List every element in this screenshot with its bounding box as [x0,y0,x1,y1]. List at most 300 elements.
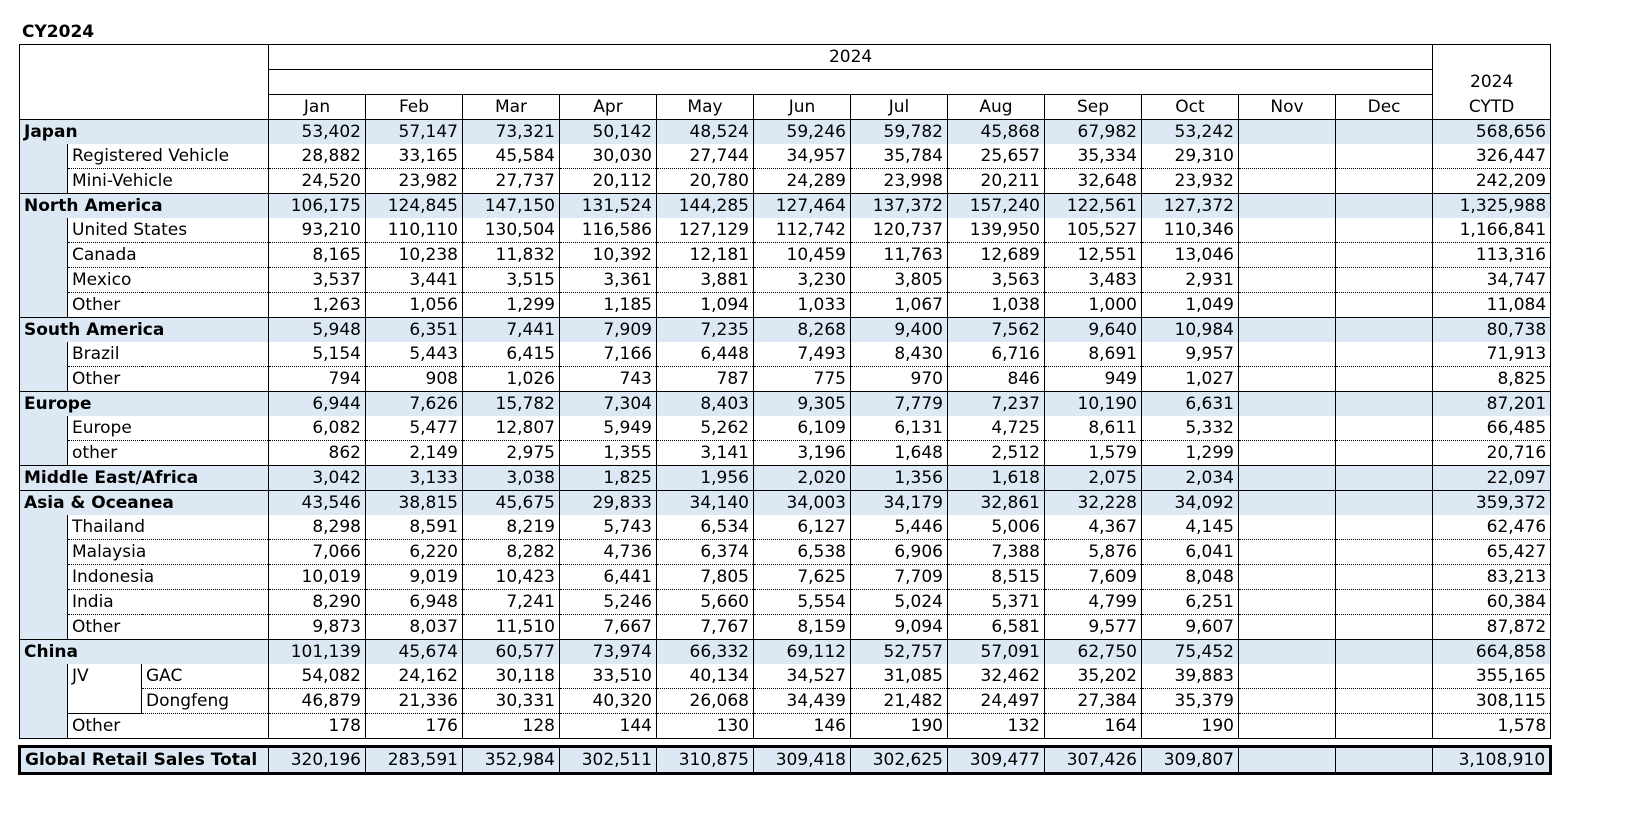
cell-may: 787 [657,367,754,392]
cell-mar: 45,584 [463,144,560,169]
cell-may: 130 [657,714,754,739]
cell-jan: 28,882 [269,144,366,169]
cell-jul: 52,757 [851,640,948,665]
indent-cell [20,416,68,441]
cell-nov [1239,590,1336,615]
cell-jun: 8,268 [754,318,851,343]
cell-nov [1239,342,1336,367]
cell-dec [1336,590,1433,615]
cell-aug: 2,512 [948,441,1045,466]
cell-may: 40,134 [657,664,754,689]
cell-nov [1239,714,1336,739]
header-month-jun: Jun [754,95,851,120]
cell-apr: 40,320 [560,689,657,714]
cell-oct: 8,048 [1142,565,1239,590]
cell-dec [1336,293,1433,318]
cell-cytd: 87,872 [1433,615,1551,640]
cell-may: 66,332 [657,640,754,665]
cell-feb: 5,477 [366,416,463,441]
cell-aug: 157,240 [948,194,1045,219]
cell-nov [1239,615,1336,640]
cell-aug: 6,716 [948,342,1045,367]
row-label-mexico: Mexico [68,268,269,293]
cell-apr: 131,524 [560,194,657,219]
region-label-north-america: North America [20,194,269,219]
indent-cell [20,342,68,367]
cell-jul: 23,998 [851,169,948,194]
cell-dec [1336,268,1433,293]
table-row [20,441,1551,466]
cell-jan: 46,879 [269,689,366,714]
total-cell-jun: 309,418 [754,747,851,774]
cell-nov [1239,515,1336,540]
cell-apr: 3,361 [560,268,657,293]
row-label-dongfeng: Dongfeng [142,689,269,714]
cell-jul: 190 [851,714,948,739]
table-row [20,714,1551,739]
cell-may: 3,881 [657,268,754,293]
cell-cytd: 1,325,988 [1433,194,1551,219]
cell-nov [1239,268,1336,293]
cell-nov [1239,565,1336,590]
cell-jan: 43,546 [269,491,366,516]
cell-jan: 10,019 [269,565,366,590]
jv-label: JV [68,664,142,689]
total-cell-nov [1239,747,1336,774]
row-label-other: Other [68,615,269,640]
cell-dec [1336,218,1433,243]
cell-aug: 7,562 [948,318,1045,343]
header-month-jul: Jul [851,95,948,120]
cell-dec [1336,194,1433,219]
total-cell-cytd: 3,108,910 [1433,747,1551,774]
cell-oct: 6,631 [1142,392,1239,417]
cell-may: 6,374 [657,540,754,565]
cell-nov [1239,318,1336,343]
region-row [20,194,1551,219]
cell-nov [1239,466,1336,491]
cell-jun: 2,020 [754,466,851,491]
total-cell-aug: 309,477 [948,747,1045,774]
cell-nov [1239,491,1336,516]
cell-jul: 1,356 [851,466,948,491]
cell-aug: 5,371 [948,590,1045,615]
cell-jan: 794 [269,367,366,392]
cell-may: 7,767 [657,615,754,640]
cell-mar: 3,038 [463,466,560,491]
table-row [20,243,1551,268]
cell-sep: 7,609 [1045,565,1142,590]
cell-jul: 120,737 [851,218,948,243]
spacer-cell [20,739,1551,747]
cell-apr: 6,441 [560,565,657,590]
cell-mar: 73,321 [463,120,560,145]
cell-cytd: 34,747 [1433,268,1551,293]
cell-feb: 3,133 [366,466,463,491]
cell-sep: 8,691 [1045,342,1142,367]
cell-mar: 7,441 [463,318,560,343]
table-row [20,416,1551,441]
cell-jun: 24,289 [754,169,851,194]
cell-aug: 132 [948,714,1045,739]
cell-aug: 24,497 [948,689,1045,714]
row-label-other: Other [68,293,269,318]
header-corner [20,45,269,120]
row-label-brazil: Brazil [68,342,269,367]
cell-feb: 24,162 [366,664,463,689]
total-cell-oct: 309,807 [1142,747,1239,774]
table-row [20,144,1551,169]
cell-apr: 7,667 [560,615,657,640]
cell-sep: 122,561 [1045,194,1142,219]
cell-aug: 846 [948,367,1045,392]
cell-may: 1,094 [657,293,754,318]
region-label-asia-oceanea: Asia & Oceanea [20,491,269,516]
cell-oct: 34,092 [1142,491,1239,516]
total-cell-feb: 283,591 [366,747,463,774]
cell-nov [1239,169,1336,194]
cell-sep: 27,384 [1045,689,1142,714]
cell-mar: 27,737 [463,169,560,194]
table-row [20,565,1551,590]
cell-jul: 3,805 [851,268,948,293]
header-month-jan: Jan [269,95,366,120]
cell-cytd: 1,578 [1433,714,1551,739]
cell-jun: 5,554 [754,590,851,615]
cell-jan: 93,210 [269,218,366,243]
cell-oct: 9,957 [1142,342,1239,367]
header-cytd-top [1433,45,1551,70]
total-cell-apr: 302,511 [560,747,657,774]
row-label-other: Other [68,714,269,739]
cell-sep: 35,202 [1045,664,1142,689]
cell-sep: 10,190 [1045,392,1142,417]
cell-oct: 23,932 [1142,169,1239,194]
cell-jan: 54,082 [269,664,366,689]
cell-apr: 144 [560,714,657,739]
cell-sep: 105,527 [1045,218,1142,243]
cell-mar: 147,150 [463,194,560,219]
cell-jan: 9,873 [269,615,366,640]
cell-sep: 9,640 [1045,318,1142,343]
cell-cytd: 83,213 [1433,565,1551,590]
cell-mar: 8,219 [463,515,560,540]
cell-aug: 5,006 [948,515,1045,540]
cell-apr: 29,833 [560,491,657,516]
indent-cell [20,218,68,243]
cell-feb: 21,336 [366,689,463,714]
cell-apr: 116,586 [560,218,657,243]
cell-apr: 10,392 [560,243,657,268]
header-month-nov: Nov [1239,95,1336,120]
cell-cytd: 355,165 [1433,664,1551,689]
cell-jun: 1,033 [754,293,851,318]
cell-jan: 101,139 [269,640,366,665]
header-cytd-year: 2024 [1433,70,1551,95]
cell-feb: 10,238 [366,243,463,268]
cell-dec [1336,120,1433,145]
cell-dec [1336,342,1433,367]
total-cell-jul: 302,625 [851,747,948,774]
cell-aug: 12,689 [948,243,1045,268]
cell-cytd: 326,447 [1433,144,1551,169]
row-label-gac: GAC [142,664,269,689]
cell-feb: 33,165 [366,144,463,169]
cell-dec [1336,466,1433,491]
cell-dec [1336,664,1433,689]
cell-jun: 34,957 [754,144,851,169]
cell-mar: 12,807 [463,416,560,441]
indent-cell [20,515,68,540]
indent-cell [20,590,68,615]
cell-feb: 6,948 [366,590,463,615]
cell-oct: 1,299 [1142,441,1239,466]
total-cell-mar: 352,984 [463,747,560,774]
cell-jul: 970 [851,367,948,392]
cell-dec [1336,515,1433,540]
cell-mar: 7,241 [463,590,560,615]
cell-cytd: 1,166,841 [1433,218,1551,243]
cell-cytd: 359,372 [1433,491,1551,516]
indent-cell [20,268,68,293]
row-label-malaysia: Malaysia [68,540,269,565]
cell-apr: 73,974 [560,640,657,665]
cell-aug: 4,725 [948,416,1045,441]
cell-jan: 106,175 [269,194,366,219]
cell-jul: 5,446 [851,515,948,540]
cell-dec [1336,392,1433,417]
region-row [20,640,1551,665]
indent-cell [20,441,68,466]
cell-cytd: 87,201 [1433,392,1551,417]
cell-jun: 7,493 [754,342,851,367]
cell-cytd: 568,656 [1433,120,1551,145]
cell-feb: 3,441 [366,268,463,293]
cell-jun: 775 [754,367,851,392]
cell-oct: 1,049 [1142,293,1239,318]
table-row [20,293,1551,318]
cell-mar: 1,026 [463,367,560,392]
cell-aug: 8,515 [948,565,1045,590]
cell-jan: 3,537 [269,268,366,293]
cell-apr: 33,510 [560,664,657,689]
cell-may: 127,129 [657,218,754,243]
cell-aug: 3,563 [948,268,1045,293]
cell-mar: 15,782 [463,392,560,417]
cell-sep: 949 [1045,367,1142,392]
row-label-thailand: Thailand [68,515,269,540]
cell-mar: 10,423 [463,565,560,590]
cell-feb: 38,815 [366,491,463,516]
cell-jun: 127,464 [754,194,851,219]
cell-nov [1239,664,1336,689]
table-row [20,590,1551,615]
cell-cytd: 8,825 [1433,367,1551,392]
cell-oct: 75,452 [1142,640,1239,665]
cell-jun: 8,159 [754,615,851,640]
cell-cytd: 113,316 [1433,243,1551,268]
cell-apr: 1,825 [560,466,657,491]
table-header [20,45,1551,120]
cell-apr: 1,355 [560,441,657,466]
cell-nov [1239,441,1336,466]
cell-oct: 39,883 [1142,664,1239,689]
cell-cytd: 80,738 [1433,318,1551,343]
cell-jul: 5,024 [851,590,948,615]
cell-aug: 20,211 [948,169,1045,194]
cell-sep: 9,577 [1045,615,1142,640]
cell-apr: 5,949 [560,416,657,441]
cell-mar: 130,504 [463,218,560,243]
cell-nov [1239,218,1336,243]
cell-dec [1336,318,1433,343]
cell-aug: 7,388 [948,540,1045,565]
region-label-china: China [20,640,269,665]
cell-cytd: 20,716 [1433,441,1551,466]
header-year-gap [269,70,1433,95]
cell-jul: 8,430 [851,342,948,367]
cell-jul: 9,400 [851,318,948,343]
cell-jun: 7,625 [754,565,851,590]
indent-cell [20,293,68,318]
cell-jun: 69,112 [754,640,851,665]
cell-feb: 1,056 [366,293,463,318]
table-row [20,689,1551,714]
cell-jan: 7,066 [269,540,366,565]
cell-jul: 7,709 [851,565,948,590]
table-row [20,218,1551,243]
cell-may: 6,534 [657,515,754,540]
region-label-japan: Japan [20,120,269,145]
table-caption: CY2024 [22,22,95,42]
row-label-registered-vehicle: Registered Vehicle [68,144,269,169]
cell-jun: 6,109 [754,416,851,441]
cell-jan: 862 [269,441,366,466]
total-cell-may: 310,875 [657,747,754,774]
cell-aug: 32,861 [948,491,1045,516]
cell-may: 1,956 [657,466,754,491]
cell-jun: 34,527 [754,664,851,689]
cell-sep: 4,367 [1045,515,1142,540]
cell-jun: 9,305 [754,392,851,417]
cell-jul: 7,779 [851,392,948,417]
cell-mar: 6,415 [463,342,560,367]
cell-mar: 2,975 [463,441,560,466]
cell-apr: 20,112 [560,169,657,194]
cell-may: 48,524 [657,120,754,145]
cell-dec [1336,243,1433,268]
cell-apr: 7,304 [560,392,657,417]
row-label-other: Other [68,367,269,392]
indent-cell [20,689,68,714]
cell-jan: 5,948 [269,318,366,343]
cell-oct: 9,607 [1142,615,1239,640]
region-row [20,491,1551,516]
cell-may: 7,805 [657,565,754,590]
table-row [20,515,1551,540]
cell-apr: 7,909 [560,318,657,343]
cell-jan: 5,154 [269,342,366,367]
cell-oct: 29,310 [1142,144,1239,169]
region-row [20,466,1551,491]
cell-oct: 2,034 [1142,466,1239,491]
cell-feb: 176 [366,714,463,739]
cell-cytd: 22,097 [1433,466,1551,491]
cell-dec [1336,144,1433,169]
header-month-may: May [657,95,754,120]
cell-jun: 146 [754,714,851,739]
table-row [20,615,1551,640]
cell-sep: 2,075 [1045,466,1142,491]
cell-cytd: 62,476 [1433,515,1551,540]
cell-jul: 1,067 [851,293,948,318]
cell-nov [1239,540,1336,565]
cell-sep: 62,750 [1045,640,1142,665]
cell-cytd: 242,209 [1433,169,1551,194]
cell-jan: 3,042 [269,466,366,491]
cell-may: 34,140 [657,491,754,516]
cell-may: 3,141 [657,441,754,466]
total-cell-sep: 307,426 [1045,747,1142,774]
cell-jan: 24,520 [269,169,366,194]
indent-cell [20,367,68,392]
cell-cytd: 664,858 [1433,640,1551,665]
cell-aug: 1,618 [948,466,1045,491]
cell-jul: 31,085 [851,664,948,689]
spacer-row [20,739,1551,747]
cell-may: 5,262 [657,416,754,441]
cell-feb: 8,591 [366,515,463,540]
cell-sep: 3,483 [1045,268,1142,293]
cell-sep: 67,982 [1045,120,1142,145]
region-label-middle-east-africa: Middle East/Africa [20,466,269,491]
cell-jun: 34,003 [754,491,851,516]
cell-dec [1336,169,1433,194]
row-label-indonesia: Indonesia [68,565,269,590]
cell-cytd: 66,485 [1433,416,1551,441]
indent-cell [20,565,68,590]
table-row [20,664,1551,689]
cell-feb: 9,019 [366,565,463,590]
cell-feb: 5,443 [366,342,463,367]
cell-jul: 9,094 [851,615,948,640]
cell-feb: 45,674 [366,640,463,665]
cell-nov [1239,689,1336,714]
header-month-dec: Dec [1336,95,1433,120]
cell-oct: 127,372 [1142,194,1239,219]
cell-aug: 32,462 [948,664,1045,689]
cell-dec [1336,714,1433,739]
cell-may: 5,660 [657,590,754,615]
cell-nov [1239,367,1336,392]
cell-jul: 21,482 [851,689,948,714]
cell-jan: 1,263 [269,293,366,318]
cell-may: 12,181 [657,243,754,268]
cell-feb: 908 [366,367,463,392]
cell-oct: 110,346 [1142,218,1239,243]
cell-cytd: 71,913 [1433,342,1551,367]
cell-jun: 3,230 [754,268,851,293]
cell-sep: 164 [1045,714,1142,739]
table-row [20,540,1551,565]
cell-may: 27,744 [657,144,754,169]
cell-dec [1336,416,1433,441]
cell-feb: 7,626 [366,392,463,417]
cell-feb: 8,037 [366,615,463,640]
cell-oct: 4,145 [1142,515,1239,540]
cell-oct: 53,242 [1142,120,1239,145]
indent-cell [20,144,68,169]
